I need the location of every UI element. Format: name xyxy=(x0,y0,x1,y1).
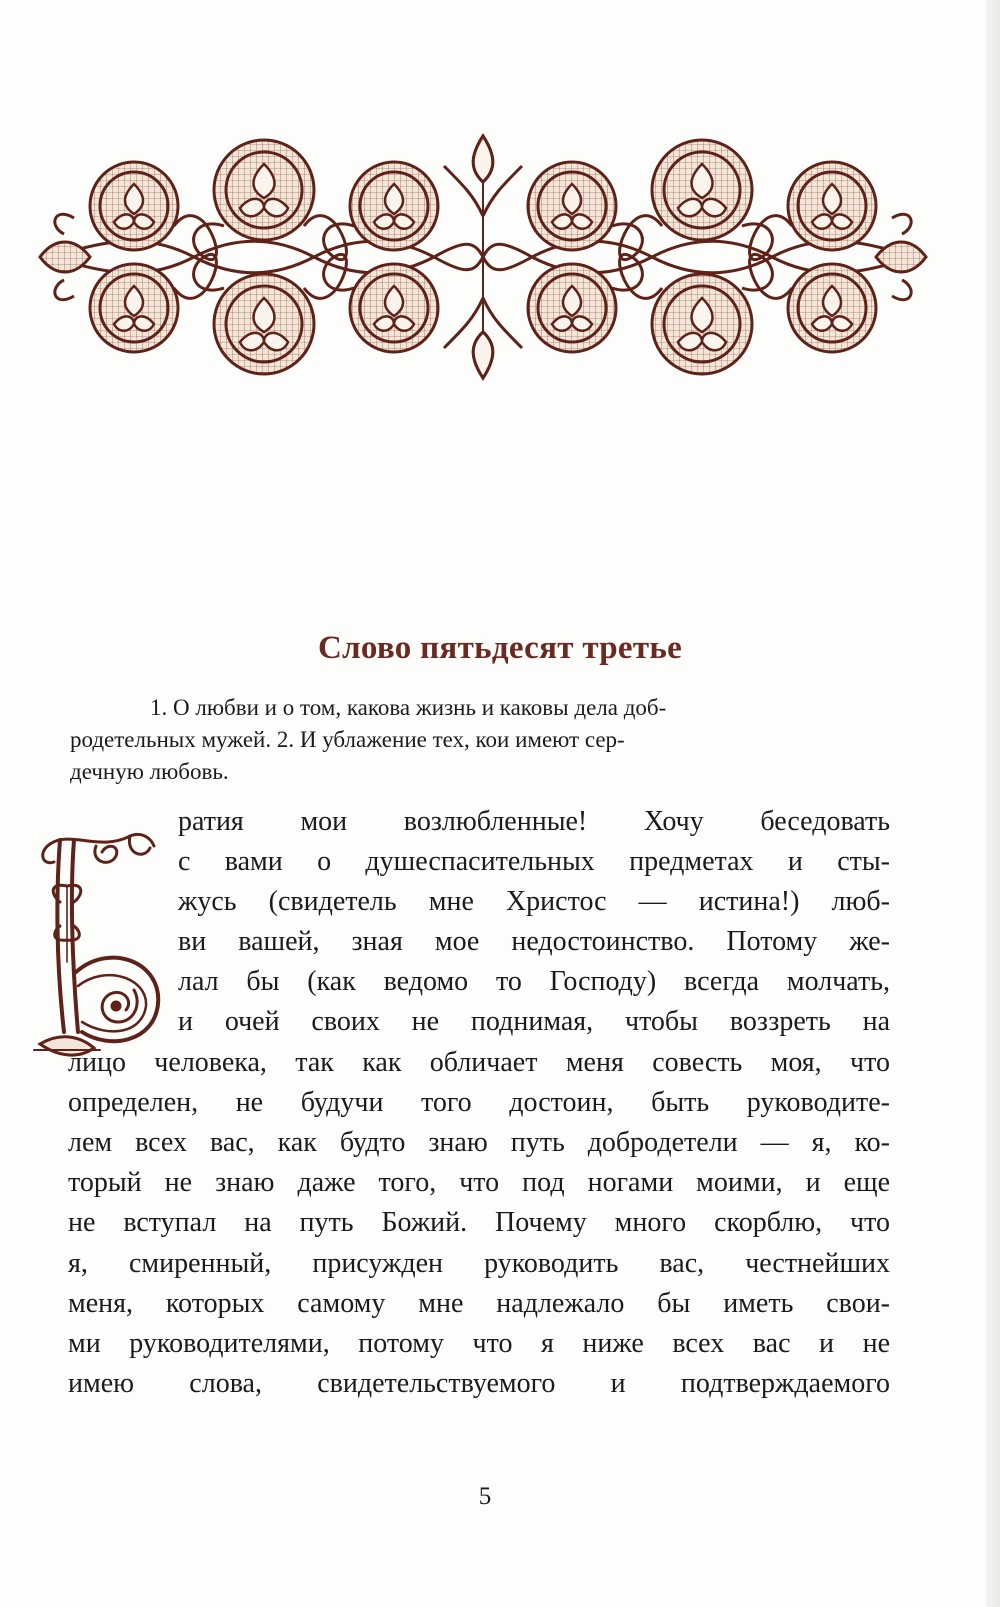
body-line: определен, не будучи того достоин, быть руководите- xyxy=(68,1087,890,1118)
body-line: я, смиренный, присужден руководить вас, честнейших xyxy=(68,1248,890,1279)
chapter-title: Слово пятьдесят третье xyxy=(317,630,683,666)
chapter-summary xyxy=(70,692,910,788)
body-line: лем всех вас, как будто знаю путь добродетели — я, ко- xyxy=(68,1127,890,1158)
body-line: ми руководителями, потому что я ниже всех вас и не xyxy=(68,1328,890,1359)
body-line: имею слова, свидетельствуемого и подтверждаемого xyxy=(68,1368,890,1399)
drop-cap-initial-icon xyxy=(30,822,170,1060)
page-number: 5 xyxy=(478,1483,492,1510)
header-ornament-icon xyxy=(34,126,932,388)
body-line: меня, которых самому мне надлежало бы иметь свои- xyxy=(68,1288,890,1319)
body-line: лицо человека, так как обличает меня совесть моя, что xyxy=(68,1047,890,1078)
body-line: ви вашей, зная мое недостоинство. Потому же- xyxy=(178,926,890,957)
summary-line: дечную любовь. xyxy=(70,759,229,784)
body-line: жусь (свидетель мне Христос — истина!) люб- xyxy=(178,886,890,917)
summary-line: родетельных мужей. 2. И ублажение тех, кои имеют сер- xyxy=(70,727,625,752)
body-line: торый не знаю даже того, что под ногами моими, и еще xyxy=(68,1167,890,1198)
page-edge xyxy=(986,0,1000,1607)
body-line: и очей своих не поднимая, чтобы воззреть на xyxy=(178,1006,890,1037)
body-line: лал бы (как ведомо то Господу) всегда молчать, xyxy=(178,966,890,997)
body-line: не вступал на путь Божий. Почему много скорблю, что xyxy=(68,1207,890,1238)
body-line: ратия мои возлюбленные! Хочу беседовать xyxy=(178,806,890,837)
summary-line: 1. О любви и о том, какова жизнь и каковы дела доб- xyxy=(150,695,667,720)
body-line: с вами о душеспасительных предметах и сты- xyxy=(178,846,890,877)
